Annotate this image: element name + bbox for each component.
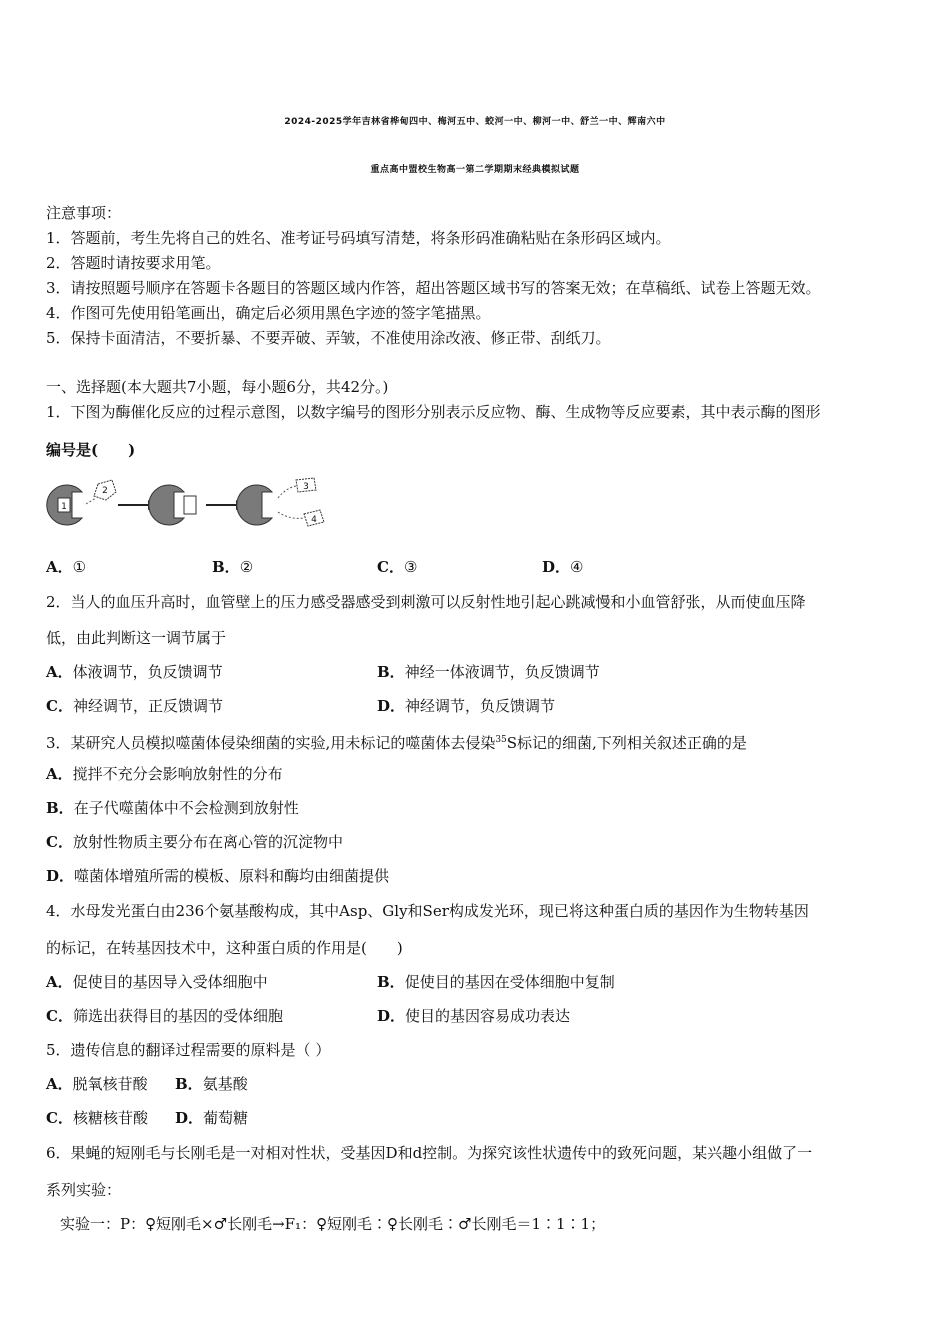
q4-option-b[interactable]: B．促使目的基因在受体细胞中复制: [377, 973, 615, 991]
diagram-label-2: 2: [102, 486, 108, 496]
q3-option-a[interactable]: A．搅拌不充分会影响放射性的分布: [46, 765, 283, 783]
q6-experiment-1: 实验一：P：♀短刚毛×♂长刚毛→F₁：♀短刚毛∶♀长刚毛∶♂长刚毛＝1∶1∶1；: [60, 1215, 606, 1233]
q1-option-a[interactable]: A．①: [46, 558, 87, 576]
q3-option-c[interactable]: C．放射性物质主要分布在离心管的沉淀物中: [46, 833, 343, 851]
q2-option-c[interactable]: C．神经调节，正反馈调节: [46, 697, 223, 715]
exam-title-line1: 2024-2025学年吉林省桦甸四中、梅河五中、蛟河一中、柳河一中、舒兰一中、辉南六中: [284, 117, 666, 127]
notice-heading: 注意事项：: [46, 204, 122, 222]
notice-item-3: 3．请按照题号顺序在答题卡各题目的答题区域内作答，超出答题区域书写的答案无效；在草稿纸、试卷上答题无效。: [46, 279, 821, 297]
q2-stem-line1: 2．当人的血压升高时，血管壁上的压力感受器感受到刺激可以反射性地引起心跳减慢和小血管舒张，从而使血压降: [46, 593, 806, 611]
substrate-block-2: [184, 496, 196, 514]
q2-option-b[interactable]: B．神经一体液调节，负反馈调节: [377, 663, 600, 681]
enzyme-shape-stage1: [47, 485, 82, 525]
enzyme-reaction-diagram: [46, 470, 336, 540]
q2-option-d[interactable]: D．神经调节，负反馈调节: [377, 697, 556, 715]
diagram-label-4: 4: [311, 515, 317, 525]
q2-stem-line2: 低，由此判断这一调节属于: [46, 629, 227, 647]
reactant-shape-stage1: [86, 480, 116, 504]
q5-option-a[interactable]: A．脱氧核苷酸: [46, 1075, 148, 1093]
q2-option-a[interactable]: A．体液调节，负反馈调节: [46, 663, 223, 681]
enzyme-shape-stage2: [149, 485, 196, 525]
q6-stem-line1: 6．果蝇的短刚毛与长刚毛是一对相对性状，受基因D和d控制。为探究该性状遗传中的致死问题，某兴趣小组做了一: [46, 1144, 813, 1162]
q1-option-c[interactable]: C．③: [377, 558, 418, 576]
q5-option-b[interactable]: B．氨基酸: [175, 1075, 248, 1093]
q1-option-d[interactable]: D．④: [542, 558, 584, 576]
notice-item-4: 4．作图可先使用铅笔画出，确定后必须用黑色字迹的签字笔描黑。: [46, 304, 491, 322]
enzyme-shape-stage3: [237, 485, 272, 525]
q5-option-c[interactable]: C．核糖核苷酸: [46, 1109, 148, 1127]
diagram-label-3: 3: [303, 482, 309, 492]
section-heading: 一、选择题(本大题共7小题，每小题6分，共42分。): [46, 378, 389, 396]
q3-stem: 3．某研究人员模拟噬菌体侵染细菌的实验,用未标记的噬菌体去侵染$^{35}$S标记的细菌,下列相关叙述正确的是: [46, 734, 747, 752]
q5-stem: 5．遗传信息的翻译过程需要的原料是（ ）: [46, 1041, 331, 1059]
q5-option-d[interactable]: D．葡萄糖: [175, 1109, 249, 1127]
q1-option-b[interactable]: B．②: [212, 558, 254, 576]
exam-title-line2: 重点高中盟校生物高一第二学期期末经典模拟试题: [370, 165, 580, 175]
notice-item-1: 1．答题前，考生先将自己的姓名、准考证号码填写清楚，将条形码准确粘贴在条形码区域内。: [46, 229, 671, 247]
product-shape-4: [278, 510, 324, 526]
notice-item-2: 2．答题时请按要求用笔。: [46, 254, 221, 272]
q4-option-c[interactable]: C．筛选出获得目的基因的受体细胞: [46, 1007, 283, 1025]
q3-option-d[interactable]: D．噬菌体增殖所需的模板、原料和酶均由细菌提供: [46, 867, 390, 885]
diagram-label-1: 1: [61, 502, 67, 512]
q6-stem-line2: 系列实验：: [46, 1181, 122, 1199]
q3-option-b[interactable]: B．在子代噬菌体中不会检测到放射性: [46, 799, 299, 817]
q4-stem-line1: 4．水母发光蛋白由236个氨基酸构成，其中Asp、Gly和Ser构成发光环，现已将这种蛋白质的基因作为生物转基因: [46, 902, 809, 920]
q4-option-d[interactable]: D．使目的基因容易成功表达: [377, 1007, 571, 1025]
q4-option-a[interactable]: A．促使目的基因导入受体细胞中: [46, 973, 268, 991]
q1-stem-line1: 1．下图为酶催化反应的过程示意图，以数字编号的图形分别表示反应物、酶、生成物等反应要素，其中表示酶的图形: [46, 403, 821, 421]
q1-stem-line2: 编号是( ): [46, 441, 136, 459]
notice-item-5: 5．保持卡面清洁，不要折暴、不要弄破、弄皱，不准使用涂改液、修正带、刮纸刀。: [46, 329, 611, 347]
product-shape-3: [278, 478, 316, 498]
q4-stem-line2: 的标记，在转基因技术中，这种蛋白质的作用是( ): [46, 939, 403, 957]
